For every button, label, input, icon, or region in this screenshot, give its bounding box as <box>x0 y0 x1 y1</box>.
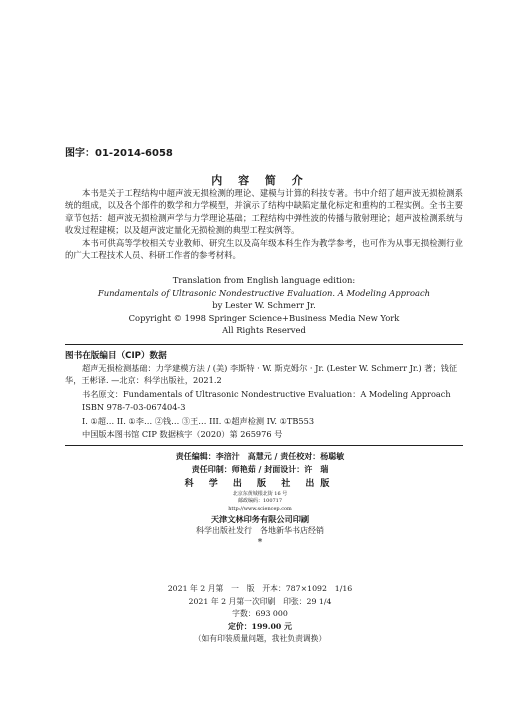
cip-line: ISBN 978-7-03-067404-3 <box>82 402 186 413</box>
intro-paragraph: 本书是关于工程结构中超声波无损检测的理论、建模与计算的科技专著。书中介绍了超声波无损检测系统的组成，以及各个部件的数学和力学模型，并演示了结构中缺陷定量化标定和重构的工程实例。全书主要章节包括：超声波无损检测声学与力学理论基础；工程结构中弹性波的传播与散射理论；超声波检测系统与收发过程建模；以及超声波定量化无损检测的典型工程实例等。 <box>65 188 463 236</box>
edition-line: 2021 年 2 月第 一 版 开本：787×1092 1/16 <box>167 584 353 593</box>
divider <box>65 344 463 345</box>
registration-number: 图字：01-2014-6058 <box>65 148 173 159</box>
publisher-website: http://www.sciencep.com <box>228 505 292 512</box>
original-author: by Lester W. Schmerr Jr. <box>212 300 316 311</box>
divider <box>65 445 463 446</box>
separator-star: * <box>257 538 263 549</box>
printing-line: 2021 年 2 月第一次印刷 印张：29 1/4 <box>188 596 332 606</box>
intro-text <box>65 187 463 261</box>
publisher-block <box>0 478 520 549</box>
original-edition-info <box>65 274 463 337</box>
specs-block <box>0 583 520 646</box>
original-title: Fundamentals of Ultrasonic Nondestructive Evaluation. A Modeling Approach <box>97 287 431 298</box>
editors-line: 责任印制：师艳茹 / 封面设计：许 瑞 <box>191 464 329 474</box>
cip-line: 中国版本图书馆 CIP 数据核字（2020）第 265976 号 <box>82 429 283 440</box>
cip-heading: 图书在版编目（CIP）数据 <box>65 351 167 361</box>
cip-data <box>65 362 463 441</box>
editors-block <box>0 450 520 476</box>
notice-line: （如有印装质量问题，我社负责调换） <box>193 634 327 644</box>
price-line: 定价：199.00 元 <box>228 621 292 631</box>
copyright-line: Copyright © 1998 Springer Science+Business Media New York <box>128 312 400 323</box>
distribution-line: 科学出版社发行 各地新华书店经销 <box>196 526 324 536</box>
intro-title: 内 容 简 介 <box>211 174 309 187</box>
editors-line: 责任编辑：李涪汁 高慧元 / 责任校对：杨聪敏 <box>175 451 345 461</box>
cip-line: 书名原文：Fundamentals of Ultrasonic Nondestructive Evaluation：A Modeling Approach <box>82 388 451 399</box>
rights-line: All Rights Reserved <box>222 325 306 336</box>
intro-paragraph: 本书可供高等学校相关专业教师、研究生以及高年级本科生作为教学参考，也可作为从事无损检测行业的广大工程技术人员、科研工作者的参考材料。 <box>65 237 463 261</box>
wordcount-line: 字数：693 000 <box>232 609 288 619</box>
publisher-address: 北京东黄城根北街 16 号 <box>232 491 288 497</box>
cip-line: 超声无损检测基础：力学建模方法 / (美) 李斯特 · W. 斯克姆尔 · Jr. (Lester W. Schmerr Jr.) 著；钱征华，王彬译. —北京：科学出版社，2021.2 <box>65 363 458 386</box>
cip-line: I. ①超… II. ①李… ②钱… ③王… III. ①超声检测 IV. ①TB553 <box>82 415 315 426</box>
translation-note: Translation from English language edition: <box>172 275 356 285</box>
publisher-name: 科 学 出 版 社 出版 <box>184 479 336 489</box>
publisher-postcode: 邮政编码：100717 <box>237 498 283 505</box>
printer-line: 天津文林印务有限公司印刷 <box>210 514 310 525</box>
